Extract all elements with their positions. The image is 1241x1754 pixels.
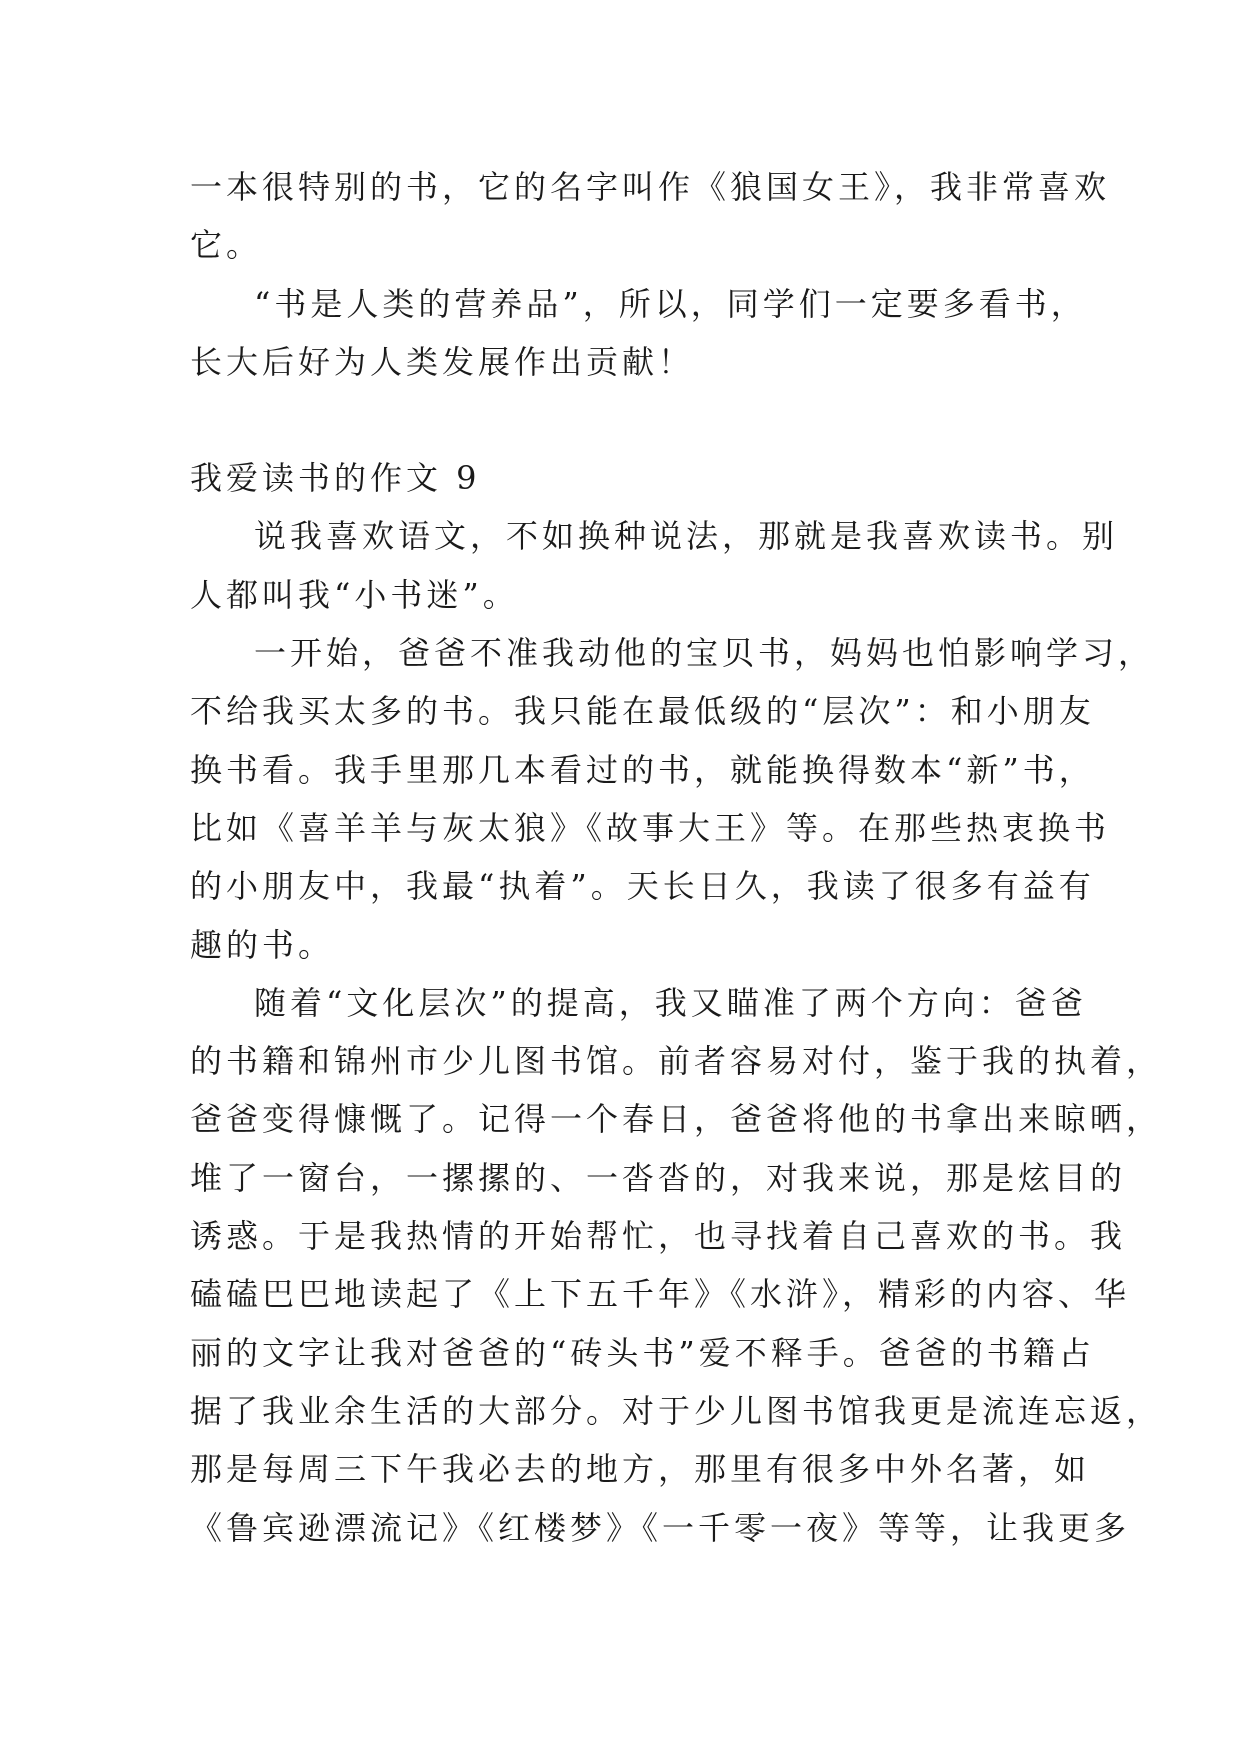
text-line: 人都叫我“小书迷”。 (190, 575, 519, 614)
document-body (190, 158, 1163, 1557)
text-line: 比如《喜羊羊与灰太狼》《故事大王》等。在那些热衷换书 (190, 808, 1111, 847)
text-line: 的小朋友中，我最“执着”。天长日久，我读了很多有益有 (190, 867, 1095, 906)
text-line: 《鲁宾逊漂流记》《红楼梦》《一千零一夜》等等，让我更多 (190, 1508, 1131, 1547)
text-line: 换书看。我手里那几本看过的书，就能换得数本“新”书， (190, 750, 1095, 789)
section-heading (190, 449, 1060, 507)
text-line: 的书籍和锦州市少儿图书馆。前者容易对付，鉴于我的执着， (190, 1042, 1163, 1081)
text-line: 磕磕巴巴地读起了《上下五千年》《水浒》，精彩的内容、华 (190, 1275, 1131, 1314)
text-line: 丽的文字让我对爸爸的“砖头书”爱不释手。爸爸的书籍占 (190, 1333, 1095, 1372)
text-line: 一开始，爸爸不准我动他的宝贝书，妈妈也怕影响学习， (254, 634, 1155, 673)
text-line: 一本很特别的书，它的名字叫作《狼国女王》，我非常喜欢 (190, 168, 1111, 206)
text-line: 爸爸变得慷慨了。记得一个春日，爸爸将他的书拿出来晾晒， (190, 1100, 1163, 1139)
paragraph (190, 275, 1087, 392)
text-line: “书是人类的营养品”，所以，同学们一定要多看书， (254, 284, 1087, 323)
paragraph (190, 507, 1119, 624)
text-line: 说我喜欢语文，不如换种说法，那就是我喜欢读书。别 (254, 517, 1119, 556)
text-line: 随着“文化层次”的提高，我又瞄准了两个方向：爸爸 (254, 983, 1087, 1022)
text-line: 那是每周三下午我必去的地方，那里有很多中外名著，如 (190, 1450, 1091, 1489)
paragraph (190, 974, 1163, 1557)
text-line: 据了我业余生活的大部分。对于少儿图书馆我更是流连忘返， (190, 1391, 1163, 1430)
paragraph (190, 158, 1111, 275)
text-line: 诱惑。于是我热情的开始帮忙，也寻找着自己喜欢的书。我 (190, 1217, 1127, 1256)
heading-text: 我爱读书的作文 9 (190, 459, 481, 498)
text-line: 趣的书。 (190, 925, 335, 964)
paragraph (190, 624, 1155, 974)
text-line: 它。 (190, 226, 263, 265)
text-line: 不给我买太多的书。我只能在最低级的“层次”：和小朋友 (190, 692, 1095, 731)
text-line: 堆了一窗台，一摞摞的、一沓沓的，对我来说，那是炫目的 (190, 1158, 1127, 1197)
text-line: 长大后好为人类发展作出贡献！ (190, 342, 695, 381)
